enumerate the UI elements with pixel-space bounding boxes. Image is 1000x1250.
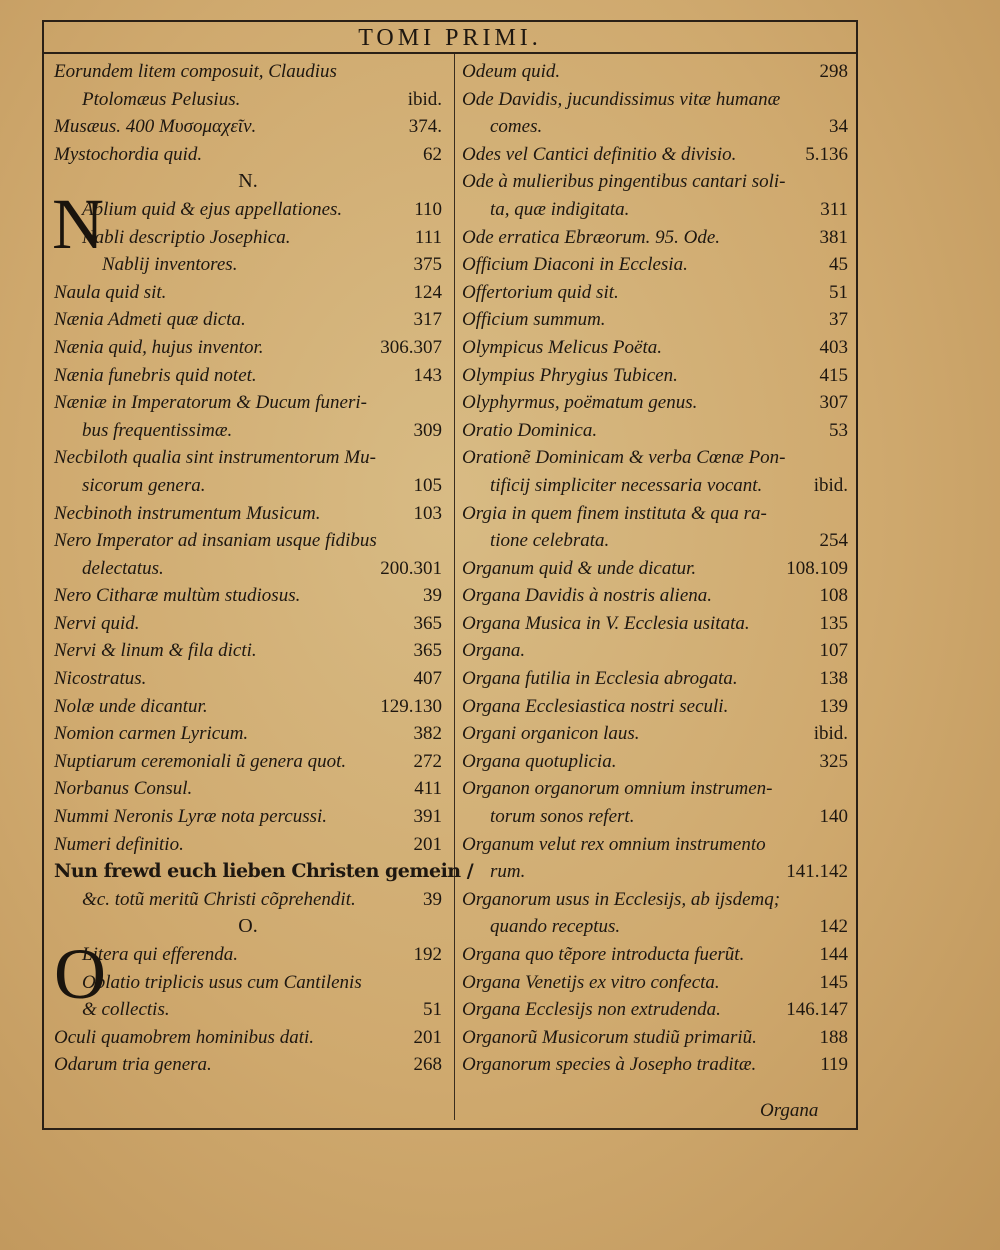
index-entry	[54, 1051, 442, 1079]
entry-text: Organa Musica in V. Ecclesia usitata.	[462, 612, 750, 634]
entry-page: 188	[819, 1026, 848, 1048]
index-entry	[462, 224, 848, 252]
entry-text: Nun frewd euch lieben Christen gemein /	[54, 860, 474, 883]
entry-text: Olympicus Melicus Poëta.	[462, 336, 662, 358]
entry-text: Organum quid & unde dicatur.	[462, 557, 697, 579]
entry-page: 317	[413, 309, 442, 331]
entry-text: Nænia quid, hujus inventor.	[54, 336, 264, 358]
entry-page: 381	[819, 226, 848, 248]
index-entry	[462, 58, 848, 86]
index-entry	[462, 665, 848, 693]
entry-page: 142	[819, 916, 848, 938]
entry-text: tificij simpliciter necessaria vocant.	[490, 474, 763, 496]
entry-page: 268	[413, 1054, 442, 1076]
entry-page: 144	[819, 944, 848, 965]
entry-page: 254	[819, 530, 848, 552]
entry-page: 39	[423, 585, 442, 607]
index-entry	[54, 886, 442, 914]
index-entry	[54, 472, 442, 500]
entry-page: 34	[829, 116, 848, 138]
entry-text: Organa Ecclesiastica nostri seculi.	[462, 695, 729, 717]
index-entry	[54, 555, 442, 583]
entry-text: Organa futilia in Ecclesia abrogata.	[462, 668, 738, 690]
entry-text: Orationẽ Dominicam & verba Cœnæ Pon-	[462, 447, 786, 469]
entry-text: torum sonos refert.	[490, 806, 635, 828]
index-entry	[54, 969, 442, 997]
index-entry	[462, 279, 848, 307]
index-entry	[54, 748, 442, 776]
entry-text: Nero Citharæ multùm studiosus.	[54, 585, 301, 607]
index-entry	[462, 913, 848, 941]
dropcap-o: O	[54, 934, 106, 1014]
dropcap-n: N	[52, 184, 104, 264]
entry-text: Nablij inventores.	[102, 254, 238, 276]
entry-text: Naula quid sit.	[54, 281, 167, 303]
entry-text: Eorundem litem composuit, Claudius	[54, 61, 337, 82]
index-entry	[462, 941, 848, 969]
entry-text: Organorum usus in Ecclesijs, ab ijsdemq;	[462, 888, 781, 910]
index-entry	[462, 500, 848, 528]
entry-page: 365	[413, 640, 442, 662]
entry-text: Odes vel Cantici definitio & divisio.	[462, 143, 737, 165]
entry-page: 124	[413, 281, 442, 303]
index-entry	[54, 1024, 442, 1052]
entry-text: tione celebrata.	[490, 530, 610, 552]
entry-text: Necbinoth instrumentum Musicum.	[54, 502, 321, 524]
index-entry	[54, 693, 442, 721]
entry-page: 192	[413, 944, 442, 965]
index-entry	[462, 1024, 848, 1052]
entry-text: Necbiloth qualia sint instrumentorum Mu-	[54, 447, 376, 469]
entry-page: ibid.	[813, 474, 848, 496]
index-entry	[462, 720, 848, 748]
entry-page: 5.136	[805, 143, 848, 165]
entry-text: Nolæ unde dicantur.	[54, 695, 208, 717]
index-entry	[462, 527, 848, 555]
entry-text: O.	[238, 915, 258, 938]
entry-text: Officium Diaconi in Ecclesia.	[462, 254, 688, 276]
entry-text: Organorũ Musicorum studiũ primariũ.	[462, 1026, 757, 1048]
entry-page: 309	[413, 419, 442, 441]
right-index-column	[462, 58, 848, 1079]
entry-text: Oblatio triplicis usus cum Cantilenis	[82, 971, 362, 993]
left-index-column	[54, 58, 474, 1079]
entry-text: Organorum species à Josepho traditæ.	[462, 1054, 757, 1076]
index-entry	[54, 527, 442, 555]
entry-text: Nicostratus.	[54, 668, 147, 690]
entry-text: Nervi & linum & fila dicti.	[54, 640, 257, 662]
entry-page: 382	[413, 723, 442, 745]
entry-text: Nænia funebris quid notet.	[54, 364, 257, 386]
entry-text: ta, quæ indigitata.	[490, 198, 630, 220]
index-entry	[54, 141, 442, 169]
entry-text: Nervi quid.	[54, 612, 140, 634]
index-entry	[462, 417, 848, 445]
entry-text: Mystochordia quid.	[54, 143, 203, 165]
index-entry	[54, 913, 442, 941]
index-entry	[54, 417, 442, 445]
entry-text: Organa Davidis à nostris aliena.	[462, 585, 712, 607]
index-entry	[54, 224, 442, 252]
index-entry	[54, 996, 442, 1024]
entry-text: Nuptiarum ceremoniali ũ genera quot.	[54, 750, 347, 772]
index-entry	[462, 775, 848, 803]
entry-text: Nomion carmen Lyricum.	[54, 723, 249, 745]
entry-text: quando receptus.	[490, 916, 621, 938]
index-entry	[462, 306, 848, 334]
index-entry	[462, 996, 848, 1024]
entry-page: 135	[819, 612, 848, 634]
entry-text: Orgia in quem finem instituta & qua ra-	[462, 502, 767, 524]
entry-page: 141.142	[786, 861, 848, 883]
index-entry	[462, 472, 848, 500]
index-entry	[462, 555, 848, 583]
text-frame	[42, 20, 858, 1130]
entry-text: Musæus. 400 Μυσομαχεῖν.	[54, 116, 257, 138]
column-divider	[454, 54, 455, 1120]
index-entry	[462, 748, 848, 776]
index-entry	[462, 969, 848, 997]
index-entry	[462, 831, 848, 859]
index-entry	[462, 196, 848, 224]
entry-page: 62	[423, 143, 442, 165]
entry-page: 119	[820, 1054, 848, 1076]
index-entry	[54, 500, 442, 528]
index-entry	[54, 665, 442, 693]
entry-text: Ode à mulieribus pingentibus cantari soli-	[462, 171, 786, 193]
entry-page: 272	[413, 750, 442, 772]
entry-text: Organi organicon laus.	[462, 723, 640, 745]
entry-page: 39	[423, 888, 442, 910]
entry-text: delectatus.	[82, 557, 164, 579]
entry-page: 108.109	[786, 557, 848, 579]
entry-text: Nero Imperator ad insaniam usque fidibus	[54, 530, 377, 552]
entry-page: 138	[819, 668, 848, 690]
entry-page: 145	[819, 971, 848, 993]
entry-text: Organum velut rex omnium instrumento	[462, 833, 766, 855]
entry-text: Organa quo tẽpore introducta fuerũt.	[462, 944, 745, 965]
index-entry	[54, 279, 442, 307]
entry-page: 403	[819, 336, 848, 358]
entry-page: 140	[819, 806, 848, 828]
entry-page: 374.	[408, 116, 442, 138]
entry-text: Ode Davidis, jucundissimus vitæ humanæ	[462, 88, 781, 110]
entry-text: Ptolomæus Pelusius.	[82, 88, 241, 110]
entry-page: 298	[819, 61, 848, 82]
entry-page: 306.307	[380, 336, 442, 358]
index-entry	[462, 582, 848, 610]
entry-page: 365	[413, 612, 442, 634]
entry-page: 129.130	[380, 695, 442, 717]
entry-page: 51	[829, 281, 848, 303]
entry-text: Organon organorum omnium instrumen-	[462, 778, 773, 800]
entry-page: 51	[423, 999, 442, 1021]
index-entry	[54, 637, 442, 665]
entry-text: bus frequentissimæ.	[82, 419, 233, 441]
index-entry	[54, 610, 442, 638]
index-entry	[54, 58, 442, 86]
entry-text: Norbanus Consul.	[54, 778, 193, 800]
index-entry	[462, 1051, 848, 1079]
entry-text: Odarum tria genera.	[54, 1054, 212, 1076]
entry-text: rum.	[490, 861, 526, 883]
index-entry	[54, 775, 442, 803]
entry-text: Næniæ in Imperatorum & Ducum funeri-	[54, 392, 367, 414]
entry-page: 110	[414, 198, 442, 220]
index-entry	[462, 610, 848, 638]
entry-page: 105	[413, 474, 442, 496]
entry-page: 53	[829, 419, 848, 441]
entry-text: Olyphyrmus, poëmatum genus.	[462, 392, 698, 414]
entry-page: 391	[413, 806, 442, 828]
index-entry	[54, 389, 442, 417]
entry-text: Oculi quamobrem hominibus dati.	[54, 1026, 315, 1048]
entry-page: 201	[413, 833, 442, 855]
entry-page: 311	[820, 198, 848, 220]
entry-text: &c. totũ meritũ Christi cõprehendit.	[82, 888, 356, 910]
index-entry	[54, 86, 442, 114]
index-entry	[54, 720, 442, 748]
entry-text: Litera qui efferenda.	[82, 944, 239, 965]
index-entry	[54, 444, 442, 472]
index-entry	[54, 168, 442, 196]
entry-text: Ode erratica Ebræorum. 95. Ode.	[462, 226, 721, 248]
entry-page: 407	[413, 668, 442, 690]
entry-page: 37	[829, 309, 848, 331]
catchword: Organa	[760, 1100, 819, 1121]
entry-page: ibid.	[813, 723, 848, 745]
entry-text: Organa Ecclesijs non extrudenda.	[462, 999, 721, 1021]
entry-text: Ablium quid & ejus appellationes.	[82, 198, 343, 220]
index-entry	[54, 251, 442, 279]
index-entry	[462, 803, 848, 831]
index-entry	[462, 334, 848, 362]
entry-text: Nænia Admeti quæ dicta.	[54, 309, 246, 331]
entry-text: Offertorium quid sit.	[462, 281, 619, 303]
index-entry	[462, 886, 848, 914]
index-entry	[54, 113, 442, 141]
entry-page: 103	[413, 502, 442, 524]
index-entry	[462, 693, 848, 721]
entry-page: 325	[819, 750, 848, 772]
entry-page: 375	[413, 254, 442, 276]
index-entry	[462, 389, 848, 417]
index-entry	[54, 362, 442, 390]
entry-text: Officium summum.	[462, 309, 606, 331]
entry-text: Numeri definitio.	[54, 833, 184, 855]
entry-page: 45	[829, 254, 848, 276]
index-entry	[54, 334, 442, 362]
entry-page: 201	[413, 1026, 442, 1048]
index-entry	[54, 196, 442, 224]
entry-page: 415	[819, 364, 848, 386]
index-entry	[462, 637, 848, 665]
index-entry	[462, 251, 848, 279]
entry-page: 111	[414, 226, 442, 248]
entry-page: 411	[414, 778, 442, 800]
index-entry	[54, 306, 442, 334]
entry-text: comes.	[490, 116, 543, 138]
index-entry	[462, 858, 848, 886]
index-entry	[54, 858, 474, 886]
index-entry	[462, 444, 848, 472]
index-entry	[54, 831, 442, 859]
index-entry	[54, 941, 442, 969]
index-entry	[462, 362, 848, 390]
entry-page: 108	[819, 585, 848, 607]
entry-page: 200.301	[380, 557, 442, 579]
entry-text: & collectis.	[82, 999, 170, 1021]
entry-text: sicorum genera.	[82, 474, 206, 496]
entry-text: Odeum quid.	[462, 61, 561, 82]
index-entry	[462, 86, 848, 114]
entry-page: 107	[819, 640, 848, 662]
entry-text: Nabli descriptio Josephica.	[82, 226, 291, 248]
index-entry	[462, 168, 848, 196]
entry-text: Organa quotuplicia.	[462, 750, 617, 772]
entry-text: Oratio Dominica.	[462, 419, 598, 441]
index-entry	[54, 803, 442, 831]
entry-page: 139	[819, 695, 848, 717]
entry-text: Nummi Neronis Lyræ nota percussi.	[54, 806, 328, 828]
entry-text: Organa Venetijs ex vitro confecta.	[462, 971, 720, 993]
entry-text: N.	[238, 170, 258, 193]
running-header: TOMI PRIMI.	[44, 20, 856, 54]
entry-text: Organa.	[462, 640, 526, 662]
entry-page: 143	[413, 364, 442, 386]
entry-page: 146.147	[786, 999, 848, 1021]
entry-page: 307	[819, 392, 848, 414]
entry-text: Olympius Phrygius Tubicen.	[462, 364, 678, 386]
entry-page: ibid.	[407, 88, 442, 110]
index-entry	[54, 582, 442, 610]
index-entry	[462, 141, 848, 169]
index-entry	[462, 113, 848, 141]
